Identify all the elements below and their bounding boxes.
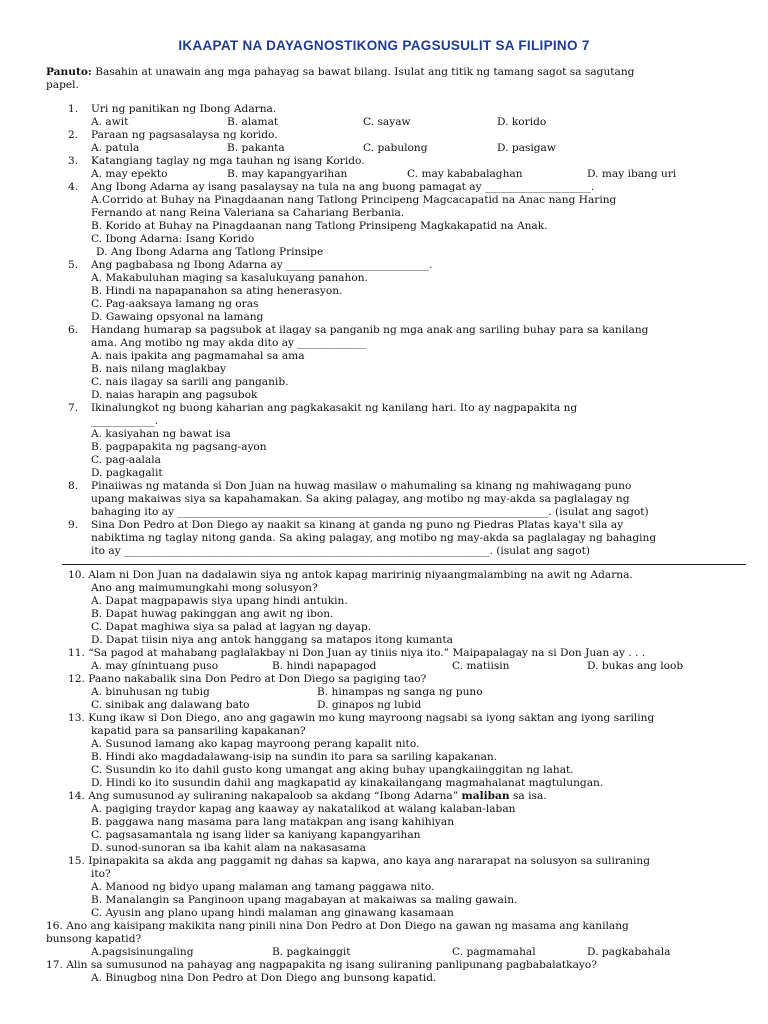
question-text-cont: Ano ang maimumungkahi mong solusyon? (91, 582, 318, 594)
question-text: Ikinalungkot ng buong kaharian ang pagkakasakit ng kanilang hari. Ito ay nagpapakita ng (91, 402, 578, 414)
question-text: 13. Kung ikaw si Don Diego, ano ang gagawin mo kung mayroong nagsabi sa iyong saktan ang iyong sariling (68, 712, 655, 724)
choice-a: A. Makabuluhan maging sa kasalukuyang panahon. (91, 272, 368, 284)
choice-a: A. Dapat magpapawis siya upang hindi antukin. (91, 595, 348, 607)
choice-b: B. pagkainggit (272, 946, 351, 958)
choice-a: A. may epekto (91, 168, 168, 180)
question-text: Pinaiiwas ng matanda si Don Juan na huwag masilaw o mahumaling sa kinang ng mahiwagang puno (91, 480, 632, 492)
question-text: Katangiang taglay ng mga tauhan ng isang Korido. (91, 155, 365, 167)
question-text: 15. Ipinapakita sa akda ang paggamit ng dahas sa kapwa, ano kaya ang nararapat na solusyon sa suliraning (68, 855, 651, 867)
choice-b: B. hindi napapagod (272, 660, 377, 672)
question-text-main: 14. Ang sumusunod ay suliraning nakapaloob sa akdang “Ibong Adarna” (68, 790, 459, 802)
choice-a: A. awit (91, 116, 129, 128)
question-text: Uri ng panitikan ng Ibong Adarna. (91, 103, 277, 115)
instructions (46, 66, 736, 92)
choice-b: B. Manalangin sa Panginoon upang magabayan at makaiwas sa maling gawain. (91, 894, 518, 906)
question-number: 7. (68, 402, 79, 414)
choice-c: C. Dapat maghiwa siya sa palad at lagyan ng dayap. (91, 621, 372, 633)
choice-d: D. naias harapin ang pagsubok (91, 389, 258, 401)
question-text (68, 790, 547, 803)
choice-d: D. Ang Ibong Adarna ang Tatlong Prinsipe (96, 246, 324, 258)
choice-a: A. Manood ng bidyo upang malaman ang tamang paggawa nito. (91, 881, 435, 893)
question-text-cont: ama. Ang motibo ng may akda dito ay _____________ (91, 337, 367, 349)
choice-b: B. pagpapakita ng pagsang-ayon (91, 441, 267, 453)
choice-c: C. matiisin (452, 660, 510, 672)
choice-d: D. ginapos ng lubid (317, 699, 422, 711)
choice-b: B. paggawa nang masama para lang matakpan ang isang kahihiyan (91, 816, 455, 828)
question-text-cont: nabiktima ng taglay nitong ganda. Sa aking palagay, ang motibo ng may-akda sa paglalagay ng bahaging (91, 532, 657, 544)
question-number: 4. (68, 181, 79, 193)
choice-d: D. Hindi ko ito susundin dahil ang magkapatid ay kinakailangang magmahalanat magtulungan. (91, 777, 604, 789)
choice-c: C. Susundin ko ito dahil gusto kong umangat ang aking buhay upangkaiinggitan ng lahat. (91, 764, 574, 776)
choice-c: C. pagsasamantala ng isang lider sa kaniyang kapangyarihan (91, 829, 421, 841)
emphasis-word: maliban (461, 790, 510, 802)
choice-d: D. may ibang uri (587, 168, 677, 180)
choice-c: C. pabulong (363, 142, 428, 154)
section-divider (62, 564, 746, 565)
choice-c: C. sinibak ang dalawang bato (91, 699, 250, 711)
question-number: 1. (68, 103, 79, 115)
choice-a: A.pagsisinungaling (91, 946, 194, 958)
question-text: 11. “Sa pagod at mahabang paglalakbay ni Don Juan ay tiniis niya ito.” Maipapalagay na si Don Juan ay . . . (68, 647, 646, 659)
question-text: 12. Paano nakabalik sina Don Pedro at Don Diego sa pagiging tao? (68, 673, 427, 685)
question-text: Sina Don Pedro at Don Diego ay naakit sa kinang at ganda ng puno ng Piedras Platas kaya't sila ay (91, 519, 624, 531)
question-number: 6. (68, 324, 79, 336)
question-text-cont: kapatid para sa pansariling kapakanan? (91, 725, 306, 737)
choice-a: A. Susunod lamang ako kapag mayroong perang kapalit nito. (91, 738, 420, 750)
choice-b: B. Korido at Buhay na Pinagdaanan nang Tatlong Prinsipeng Magkakapatid na Anak. (91, 220, 548, 232)
question-number: 5. (68, 259, 79, 271)
choice-b: B. Hindi ako magdadalawang-isip na sundin ito para sa sariling kapakanan. (91, 751, 498, 763)
question-text-cont: ____________. (91, 415, 158, 427)
choice-a: A. Binugbog nina Don Pedro at Don Diego ang bunsong kapatid. (91, 972, 437, 984)
choice-c: C. Ayusin ang plano upang hindi malaman ang ginawang kasamaan (91, 907, 454, 919)
choice-c: C. Ibong Adarna: Isang Korido (91, 233, 255, 245)
choice-a: A. patula (91, 142, 140, 154)
choice-d: D. pagkagalit (91, 467, 163, 479)
choice-b: B. Dapat huwag pakinggan ang awit ng ibon. (91, 608, 334, 620)
choice-d: D. Gawaing opsyonal na lamang (91, 311, 264, 323)
choice-b: B. Hindi na napapanahon sa ating henerasyon. (91, 285, 343, 297)
instructions-text: Basahin at unawain ang mga pahayag sa bawat bilang. Isulat ang titik ng tamang sagot sa sagutang (95, 66, 635, 78)
question-text-cont: ito? (91, 868, 111, 880)
choice-a: A. may gínintuang puso (91, 660, 219, 672)
question-text: 10. Alam ni Don Juan na dadalawin siya ng antok kapag maririnig niyaangmalambing na awit ng Adarna. (68, 569, 633, 581)
choice-a: A. binuhusan ng tubig (91, 686, 210, 698)
choice-b: B. pakanta (227, 142, 285, 154)
choice-c: C. pagmamahal (452, 946, 536, 958)
question-number: 3. (68, 155, 79, 167)
choice-d: D. korido (497, 116, 547, 128)
question-text: Handang humarap sa pagsubok at ilagay sa panganib ng mga anak ang sariling buhay para sa kanilang (91, 324, 649, 336)
question-number: 8. (68, 480, 79, 492)
choice-b: B. nais nilang maglakbay (91, 363, 227, 375)
choice-c: C. Pag-aaksaya lamang ng oras (91, 298, 259, 310)
choice-d: D. pasigaw (497, 142, 556, 154)
question-text: 16. Ano ang kaisipang makikita nang pinili nina Don Pedro at Don Diego na gawan ng masama ang kanilang (46, 920, 629, 932)
choice-c: C. sayaw (363, 116, 411, 128)
choice-a-cont: Fernando at nang Reina Valeriana sa Cahariang Berbania. (91, 207, 405, 219)
question-number: 9. (68, 519, 79, 531)
page-title: IKAAPAT NA DAYAGNOSTIKONG PAGSUSULIT SA FILIPINO 7 (178, 38, 590, 53)
choice-d: D. sunod-sunoran sa iba kahit alam na nakasasama (91, 842, 366, 854)
choice-a: A. pagiging traydor kapag ang kaaway ay nakatalikod at walang kalaban-laban (91, 803, 516, 815)
choice-b: B. alamat (227, 116, 279, 128)
question-text-cont: upang makaiwas siya sa kapahamakan. Sa aking palagay, ang motibo ng may-akda sa paglalagay ng (91, 493, 630, 505)
choice-c: C. nais ilagay sa sarili ang panganib. (91, 376, 289, 388)
question-text-cont: bunsong kapatid? (46, 933, 142, 945)
question-text-cont: bahaging ito ay ______________________________________________________________________. (isulat ang sagot) (91, 506, 649, 518)
choice-b: B. may kapangyarihan (227, 168, 348, 180)
choice-d: D. Dapat tiisin niya ang antok hanggang sa matapos itong kumanta (91, 634, 453, 646)
question-text-cont: ito ay _____________________________________________________________________. (isulat ang sagot) (91, 545, 590, 557)
choice-a: A. kasiyahan ng bawat isa (91, 428, 231, 440)
question-text: Paraan ng pagsasalaysa ng korido. (91, 129, 278, 141)
choice-b: B. hinampas ng sanga ng puno (317, 686, 483, 698)
question-text-tail: sa isa. (513, 790, 547, 802)
choice-a: A. nais ipakita ang pagmamahal sa ama (91, 350, 305, 362)
question-number: 2. (68, 129, 79, 141)
instructions-label: Panuto: (46, 66, 92, 78)
choice-c: C. pag-aalala (91, 454, 161, 466)
question-text: Ang Ibong Adarna ay isang pasalaysay na tula na ang buong pamagat ay ____________________. (91, 181, 595, 193)
choice-d: D. pagkabahala (587, 946, 671, 958)
instructions-text-2: papel. (46, 78, 79, 91)
question-text: Ang pagbabasa ng Ibong Adarna ay ___________________________. (91, 259, 433, 271)
choice-a: A.Corrido at Buhay na Pinagdaanan nang Tatlong Principeng Magcacapatid na Anac nang Haring (91, 194, 617, 206)
choice-c: C. may kababalaghan (407, 168, 523, 180)
choice-d: D. bukas ang loob (587, 660, 684, 672)
question-text: 17. Alin sa sumusunod na pahayag ang nagpapakita ng isang suliraning panlipunang pagbabalatkayo? (46, 959, 597, 971)
